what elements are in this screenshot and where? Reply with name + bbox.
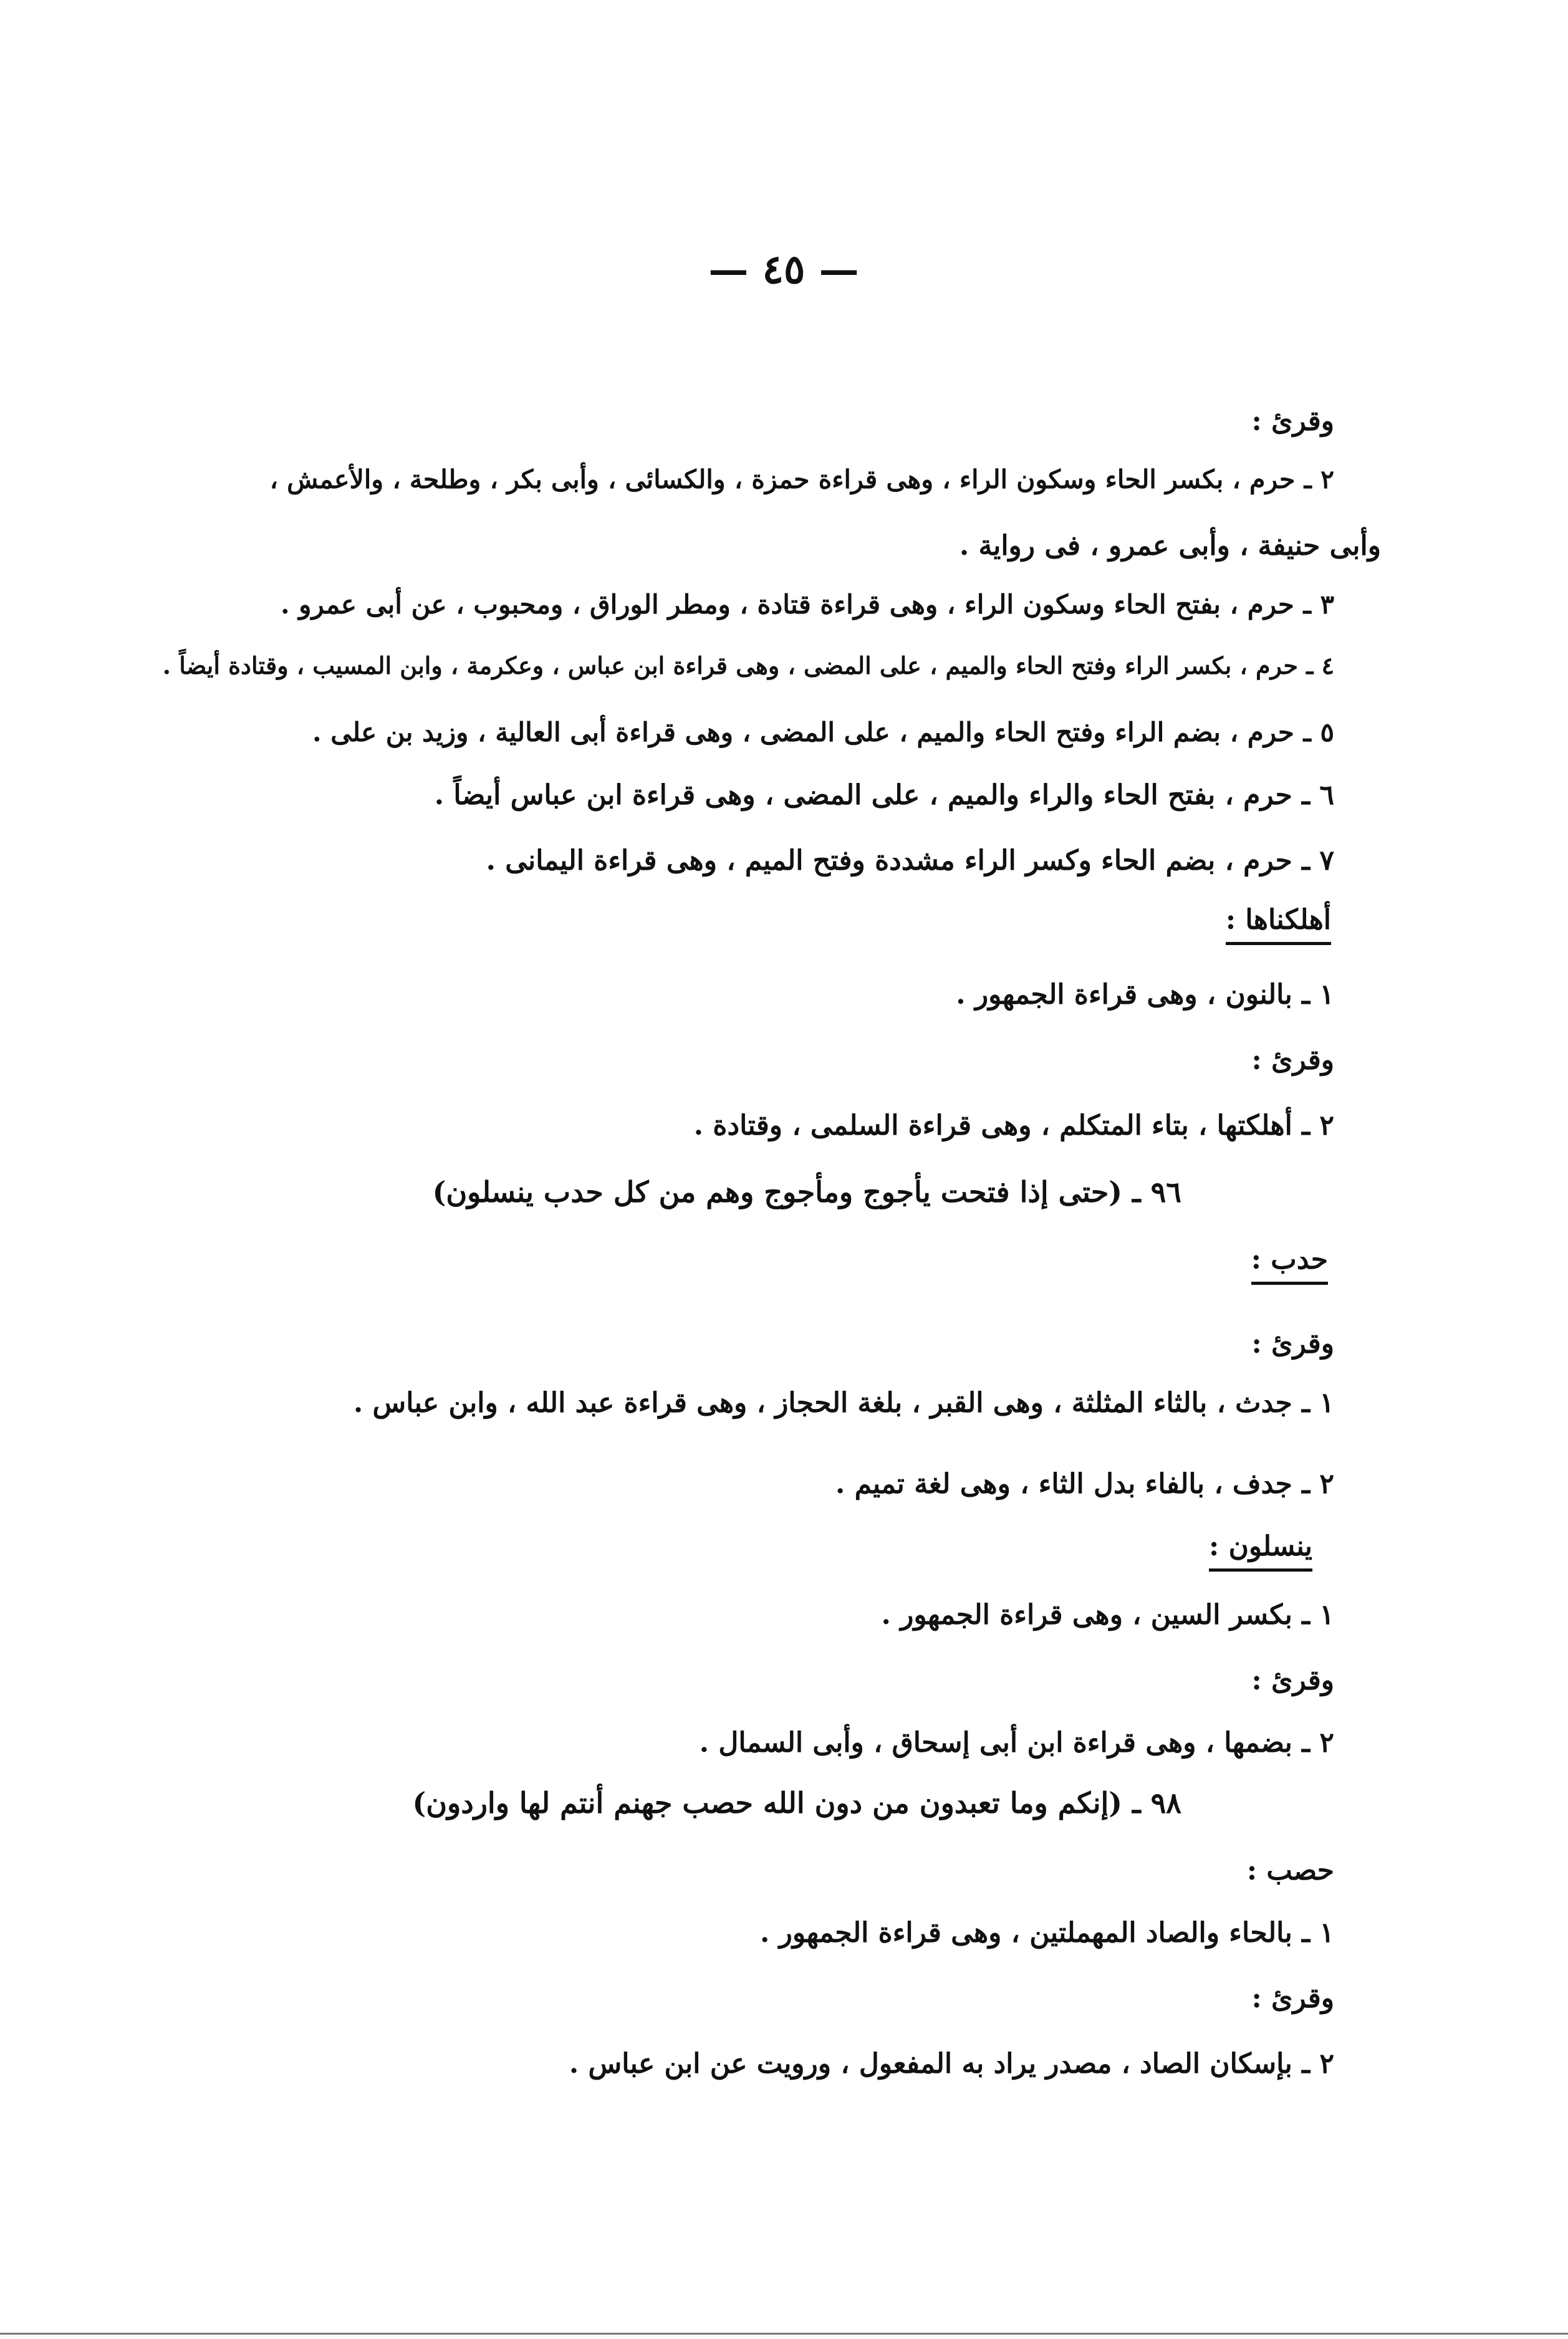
text-line: وقرئ :	[1251, 1982, 1334, 2014]
text-line: ٦ ـ حرم ، بفتح الحاء والراء والميم ، على المضى ، وهى قراءة ابن عباس أيضاً .	[434, 779, 1334, 811]
section-heading: ينسلون :	[1209, 1530, 1312, 1572]
text-line: ٥ ـ حرم ، بضم الراء وفتح الحاء والميم ، على المضى ، وهى قراءة أبى العالية ، وزيد بن على .	[312, 717, 1334, 747]
section-heading: حدب :	[1251, 1244, 1328, 1285]
text-line: ٤ ـ حرم ، بكسر الراء وفتح الحاء والميم ، على المضى ، وهى قراءة ابن عباس ، وعكرمة ، وابن المسيب ، وقتادة أيضاً .	[162, 651, 1334, 680]
text-line: ٢ ـ بإسكان الصاد ، مصدر يراد به المفعول ، ورويت عن ابن عباس .	[569, 2048, 1334, 2080]
text-line: وقرئ :	[1251, 1328, 1334, 1360]
text-line: ٣ ـ حرم ، بفتح الحاء وسكون الراء ، وهى قراءة قتادة ، ومطر الوراق ، ومحبوب ، عن أبى عمرو .	[280, 589, 1334, 620]
text-line: وقرئ :	[1251, 405, 1334, 437]
text-line: ٢ ـ حرم ، بكسر الحاء وسكون الراء ، وهى قراءة حمزة ، والكسائى ، وأبى بكر ، وطلحة ، والأعمش ،	[269, 464, 1334, 494]
text-line: وقرئ :	[1251, 1664, 1334, 1696]
text-line: ٢ ـ أهلكتها ، بتاء المتكلم ، وهى قراءة السلمى ، وقتادة .	[693, 1110, 1334, 1141]
verse-line: ٩٦ ـ (حتى إذا فتحت يأجوج ومأجوج وهم من كل حدب ينسلون)	[432, 1175, 1181, 1209]
text-line: ١ ـ بالنون ، وهى قراءة الجمهور .	[956, 979, 1334, 1011]
page-edge-divider	[0, 2333, 1568, 2335]
verse-line: ٩٨ ـ (إنكم وما تعبدون من دون الله حصب جهنم أنتم لها واردون)	[412, 1786, 1181, 1820]
page-number: — ٤٥ —	[708, 246, 859, 293]
text-line: ٧ ـ حرم ، بضم الحاء وكسر الراء مشددة وفتح الميم ، وهى قراءة اليمانى .	[486, 845, 1334, 877]
text-line: ١ ـ جدث ، بالثاء المثلثة ، وهى القبر ، بلغة الحجاز ، وهى قراءة عبد الله ، وابن عباس .	[353, 1387, 1334, 1419]
section-heading: حصب :	[1246, 1855, 1334, 1886]
section-heading: أهلكناها :	[1226, 904, 1331, 945]
text-line: ٢ ـ بضمها ، وهى قراءة ابن أبى إسحاق ، وأبى السمال .	[699, 1727, 1334, 1759]
text-line: ١ ـ بالحاء والصاد المهملتين ، وهى قراءة الجمهور .	[759, 1917, 1334, 1949]
text-line: وأبى حنيفة ، وأبى عمرو ، فى رواية .	[959, 530, 1381, 562]
text-line: وقرئ :	[1251, 1044, 1334, 1076]
text-line: ١ ـ بكسر السين ، وهى قراءة الجمهور .	[881, 1599, 1334, 1631]
text-line: ٢ ـ جدف ، بالفاء بدل الثاء ، وهى لغة تميم .	[835, 1468, 1334, 1500]
